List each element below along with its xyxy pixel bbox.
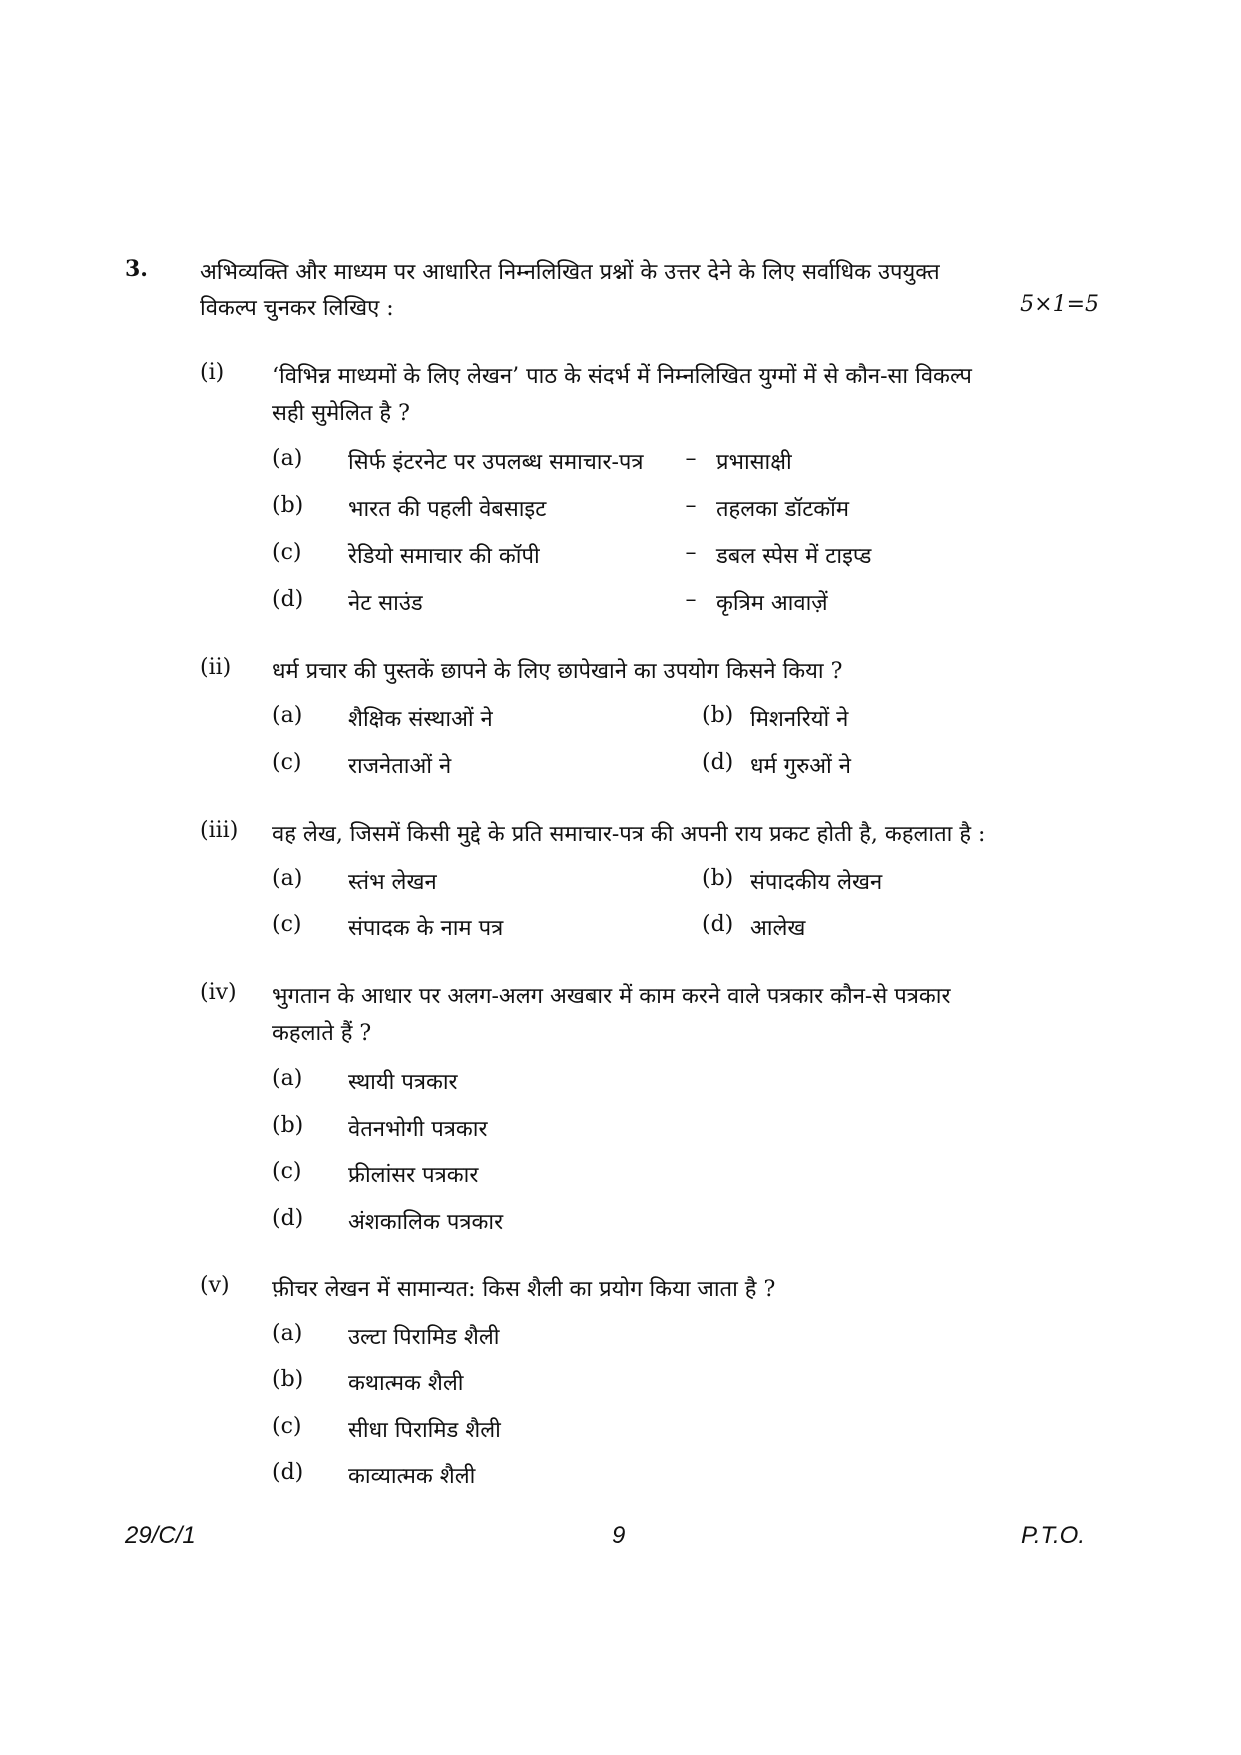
pair-label: (c) <box>272 540 302 565</box>
pair-label: (a) <box>272 446 303 471</box>
subq-text: वह लेख, जिसमें किसी मुद्दे के प्रति समाचार-पत्र की अपनी राय प्रकट होती है, कहलाता है : <box>272 822 986 847</box>
option-label: (a) <box>272 866 303 891</box>
subq-text-line1: भुगतान के आधार पर अलग-अलग अखबार में काम करने वाले पत्रकार कौन-से पत्रकार <box>272 984 951 1009</box>
subq-text-line2: सही सुमेलित है ? <box>272 401 410 426</box>
option-text: अंशकालिक पत्रकार <box>348 1210 504 1235</box>
pair-left: रेडियो समाचार की कॉपी <box>348 544 540 569</box>
subq-label: (iv) <box>200 980 237 1005</box>
option-label: (c) <box>272 912 302 937</box>
subq-text: फ़ीचर लेखन में सामान्यत: किस शैली का प्रयोग किया जाता है ? <box>272 1277 776 1302</box>
option-label: (b) <box>702 866 734 891</box>
pto-label: P.T.O. <box>1020 1522 1085 1549</box>
option-label: (c) <box>272 750 302 775</box>
option-text: संपादकीय लेखन <box>750 870 883 895</box>
option-label: (b) <box>272 1113 304 1138</box>
pair-dash: – <box>685 540 697 565</box>
subq-label: (i) <box>200 360 225 385</box>
paper-code: 29/C/1 <box>125 1522 196 1549</box>
question-marks: 5×1=5 <box>1020 292 1099 317</box>
subq-label: (v) <box>200 1273 230 1298</box>
subq-text-line1: ‘विभिन्न माध्यमों के लिए लेखन’ पाठ के संदर्भ में निम्नलिखित युग्मों में से कौन-सा विकल्प <box>272 364 972 389</box>
subq-label: (iii) <box>200 818 239 843</box>
option-label: (d) <box>702 750 734 775</box>
option-label: (b) <box>272 1367 304 1392</box>
pair-right: तहलका डॉटकॉम <box>716 497 850 522</box>
option-label: (d) <box>272 1206 304 1231</box>
option-text: सीधा पिरामिड शैली <box>348 1418 501 1443</box>
option-label: (d) <box>272 1460 304 1485</box>
question-number: 3. <box>125 256 148 282</box>
subq-text: धर्म प्रचार की पुस्तकें छापने के लिए छापेखाने का उपयोग किसने किया ? <box>272 659 843 684</box>
option-text: उल्टा पिरामिड शैली <box>348 1325 500 1350</box>
question-text-line1: अभिव्यक्ति और माध्यम पर आधारित निम्नलिखित प्रश्नों के उत्तर देने के लिए सर्वाधिक उपयुक्त <box>200 260 940 285</box>
pair-right: डबल स्पेस में टाइप्ड <box>716 544 872 569</box>
pair-label: (b) <box>272 493 304 518</box>
option-text: राजनेताओं ने <box>348 754 452 779</box>
pair-left: सिर्फ इंटरनेट पर उपलब्ध समाचार-पत्र <box>348 450 644 475</box>
page-number: 9 <box>612 1522 626 1549</box>
question-text-line2: विकल्प चुनकर लिखिए : <box>200 296 394 321</box>
pair-dash: – <box>685 587 697 612</box>
pair-right: प्रभासाक्षी <box>716 450 792 475</box>
option-text: फ्रीलांसर पत्रकार <box>348 1163 479 1188</box>
option-text: शैक्षिक संस्थाओं ने <box>348 707 493 732</box>
pair-label: (d) <box>272 587 304 612</box>
option-label: (a) <box>272 1321 303 1346</box>
option-text: मिशनरियों ने <box>750 707 849 732</box>
pair-left: नेट साउंड <box>348 591 423 616</box>
option-text: आलेख <box>750 916 806 941</box>
subq-label: (ii) <box>200 655 232 680</box>
pair-dash: – <box>685 446 697 471</box>
option-text: धर्म गुरुओं ने <box>750 754 851 779</box>
option-label: (c) <box>272 1159 302 1184</box>
subq-text-line2: कहलाते हैं ? <box>272 1021 372 1046</box>
option-label: (a) <box>272 1066 303 1091</box>
option-label: (d) <box>702 912 734 937</box>
option-text: संपादक के नाम पत्र <box>348 916 504 941</box>
option-text: वेतनभोगी पत्रकार <box>348 1117 488 1142</box>
option-label: (c) <box>272 1414 302 1439</box>
pair-right: कृत्रिम आवाज़ें <box>716 591 828 616</box>
option-text: काव्यात्मक शैली <box>348 1464 476 1489</box>
pair-left: भारत की पहली वेबसाइट <box>348 497 547 522</box>
option-text: कथात्मक शैली <box>348 1371 464 1396</box>
option-label: (a) <box>272 703 303 728</box>
pair-dash: – <box>685 493 697 518</box>
option-text: स्थायी पत्रकार <box>348 1070 458 1095</box>
option-text: स्तंभ लेखन <box>348 870 437 895</box>
option-label: (b) <box>702 703 734 728</box>
